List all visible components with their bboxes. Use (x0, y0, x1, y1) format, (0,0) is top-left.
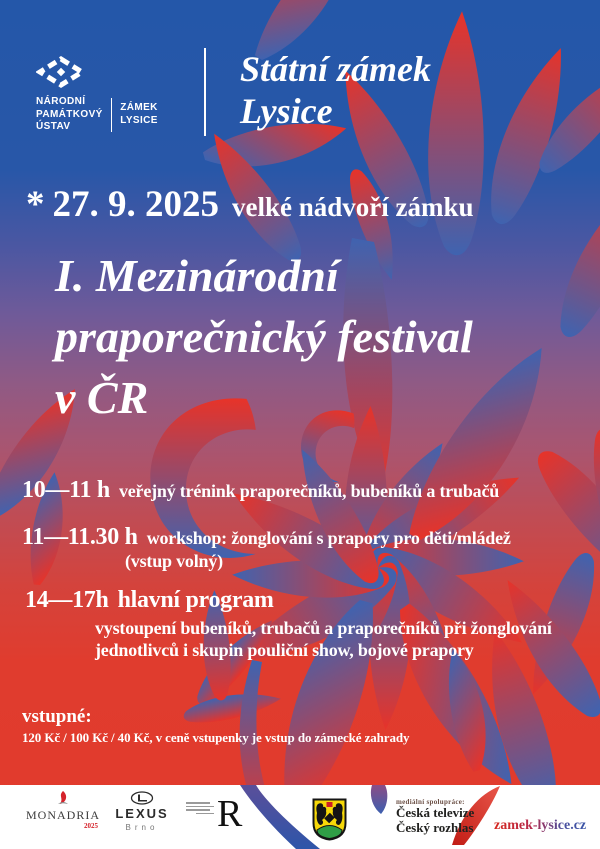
event-title-line2: praporečnický festival (55, 311, 473, 362)
schedule-detail-3a: vystoupení bubeníků, trubačů a praporečníků při žonglování (95, 618, 552, 638)
castle-title-line2: Lysice (240, 91, 333, 132)
schedule-text-3: hlavní program (117, 587, 274, 613)
lexus-logo (108, 791, 176, 832)
schedule-time-2: 11—11.30 h (22, 524, 138, 550)
event-date: 27. 9. 2025 (52, 184, 219, 225)
schedule-note-2: (vstup volný) (125, 551, 223, 571)
npu-site-name (120, 102, 158, 127)
admission-label: vstupné: (22, 706, 92, 727)
npu-org-line3: ÚSTAV (36, 121, 71, 132)
schedule-row-3 (25, 587, 274, 614)
footer-ornament-tip (371, 785, 387, 814)
r-partner-small-text (186, 802, 214, 833)
schedule-row-1 (22, 477, 499, 504)
lexus-city: Brno (125, 823, 159, 832)
website-link[interactable]: zamek-lysice.cz (494, 818, 587, 833)
media-partner-radio: Český rozhlas (396, 819, 474, 835)
event-title-line1: I. Mezinárodní (55, 250, 339, 301)
sponsor-footer-bar (0, 785, 600, 849)
lysice-coat-of-arms (312, 798, 347, 841)
monadria-name: MONADRIA (26, 808, 100, 822)
npu-org-name (36, 96, 103, 134)
npu-logo-block (36, 56, 158, 134)
npu-diamond-icon (36, 56, 86, 88)
monadria-year: 2025 (84, 822, 98, 830)
schedule-text-2: workshop: žonglování s prapory pro děti/mládež (146, 528, 511, 548)
event-title-line3: v ČR (55, 372, 149, 423)
admission-detail: 120 Kč / 100 Kč / 40 Kč, v ceně vstupenky je vstup do zámecké zahrady (22, 730, 410, 745)
event-venue: velké nádvoří zámku (232, 192, 474, 222)
schedule-time-3: 14—17h (25, 587, 109, 613)
r-partner-logo (186, 795, 242, 833)
monadria-flame-icon (55, 791, 71, 807)
schedule-row-2 (22, 524, 511, 551)
footer-blue-ribbon (240, 785, 320, 849)
npu-site-line1: ZÁMEK (120, 102, 158, 114)
npu-org-line2: PAMÁTKOVÝ (36, 108, 103, 120)
media-partner-tv: Česká televize (396, 805, 475, 821)
castle-title (240, 48, 431, 132)
header-vertical-divider (204, 48, 206, 136)
event-title (55, 245, 473, 428)
media-partners (396, 798, 474, 836)
event-date-line (26, 183, 474, 226)
schedule-text-1: veřejný trénink praporečníků, bubeníků a trubačů (118, 481, 500, 501)
castle-title-line1: Státní zámek (240, 49, 432, 89)
schedule-time-1: 10—11 h (22, 477, 110, 503)
date-prefix: * (26, 184, 45, 225)
lexus-name: LEXUS (115, 806, 169, 821)
lexus-oval-icon (130, 791, 154, 805)
npu-org-line1: NÁRODNÍ (36, 96, 86, 107)
schedule-detail-3b: jednotlivců i skupin pouliční show, bojové prapory (95, 640, 474, 660)
npu-divider (111, 98, 113, 132)
npu-site-line2: LYSICE (120, 114, 158, 126)
monadria-logo (24, 791, 102, 830)
r-partner-letter: R (217, 793, 243, 835)
media-partners-label: mediální spolupráce: (396, 798, 465, 806)
